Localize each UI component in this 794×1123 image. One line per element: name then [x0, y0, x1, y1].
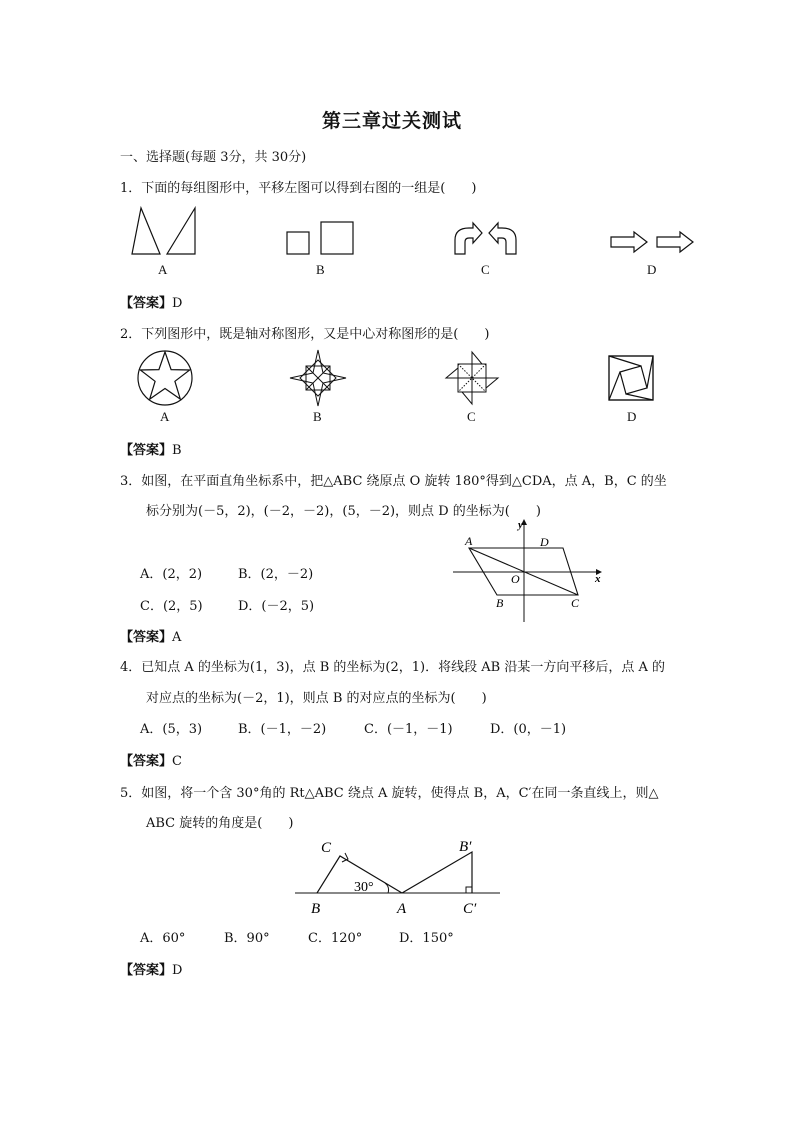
q5-choice-d: D．150° [399, 931, 454, 946]
answer-value: D [172, 963, 183, 978]
q5-choice-b: B．90° [224, 931, 270, 946]
q3-label-d: D [540, 535, 549, 549]
answer-tag: 【答案】 [120, 630, 173, 645]
q5-label-c: C [321, 840, 332, 856]
q4-choice-c: C．(－1，－1) [364, 722, 453, 737]
q3-label-y: y [518, 519, 523, 531]
q2-option-a-figure [138, 351, 192, 405]
q2-option-d-label: D [627, 409, 637, 424]
q3-answer [120, 626, 181, 645]
question-5-figure [290, 832, 505, 922]
q5-answer [120, 959, 182, 978]
q3-label-b: B [496, 596, 504, 610]
question-3-line1: 3．如图，在平面直角坐标系中，把△ABC 绕原点 O 旋转 180°得到△CDA，点 A，B，C 的坐 [120, 474, 667, 489]
question-3-figure [450, 515, 610, 625]
answer-value: A [172, 630, 182, 645]
q2-option-d-figure [609, 356, 653, 400]
question-1-figures [120, 200, 710, 260]
question-5-line1: 5．如图，将一个含 30°角的 Rt△ABC 绕点 A 旋转，使得点 B，A，C′在同一条直线上，则△ [120, 786, 659, 801]
q5-label-c-prime: C′ [463, 901, 477, 917]
q2-option-b-label: B [313, 409, 322, 424]
answer-value: C [172, 754, 182, 769]
question-1-text: 1．下面的每组图形中，平移左图可以得到右图的一组是( ) [120, 181, 477, 196]
q3-label-o: O [511, 572, 520, 586]
q3-label-x: x [595, 573, 601, 585]
q4-choice-b: B．(－1，－2) [238, 722, 327, 737]
answer-tag: 【答案】 [120, 296, 173, 311]
q3-label-a: A [465, 534, 473, 548]
q3-choice-b: B．(2，－2) [238, 567, 314, 582]
section-heading: 一、选择题(每题 3分，共 30分) [120, 150, 307, 165]
question-4-line2: 对应点的坐标为(－2，1)，则点 B 的对应点的坐标为( ) [146, 691, 487, 706]
answer-value: B [172, 443, 182, 458]
q1-option-c-figure [455, 223, 516, 254]
q5-choice-a: A．60° [140, 931, 186, 946]
answer-tag: 【答案】 [120, 443, 173, 458]
q1-option-b-figure [287, 222, 353, 254]
q4-choice-a: A．(5，3) [140, 722, 203, 737]
answer-tag: 【答案】 [120, 963, 173, 978]
q1-option-b-label: B [316, 262, 325, 277]
q5-label-b: B [311, 901, 321, 917]
q3-choice-a: A．(2，2) [140, 567, 203, 582]
q5-label-a: A [397, 901, 407, 917]
q5-choice-c: C．120° [308, 931, 363, 946]
question-3-line2: 标分别为(－5，2)，(－2，－2)，(5，－2)，则点 D 的坐标为( ) [146, 504, 541, 519]
question-4-line1: 4．已知点 A 的坐标为(1，3)，点 B 的坐标为(2，1)．将线段 AB 沿某一方向平移后，点 A 的 [120, 660, 665, 675]
q1-option-a-label: A [158, 262, 168, 277]
q5-label-angle: 30° [354, 880, 374, 895]
q2-option-b-figure [290, 350, 346, 406]
q3-label-c: C [571, 596, 580, 610]
q1-option-a-figure [132, 208, 195, 254]
q1-answer [120, 292, 182, 311]
answer-tag: 【答案】 [120, 754, 173, 769]
q1-option-d-figure [611, 232, 693, 252]
q2-answer [120, 439, 182, 458]
question-2-text: 2．下列图形中，既是轴对称图形，又是中心对称图形的是( ) [120, 327, 490, 342]
q4-choice-d: D．(0，－1) [490, 722, 567, 737]
q2-option-a-label: A [160, 409, 170, 424]
q3-choice-c: C．(2，5) [140, 599, 203, 614]
q4-answer [120, 750, 182, 769]
q3-choice-d: D．(－2，5) [238, 599, 315, 614]
answer-value: D [172, 296, 183, 311]
question-2-figures [120, 348, 680, 408]
q2-option-c-figure [446, 352, 498, 404]
q1-option-c-label: C [481, 262, 490, 277]
page-title: 第三章过关测试 [322, 110, 463, 132]
q1-option-d-label: D [647, 262, 657, 277]
question-5-line2: ABC 旋转的角度是( ) [146, 816, 294, 831]
q2-option-c-label: C [467, 409, 476, 424]
q5-label-b-prime: B′ [459, 839, 472, 855]
